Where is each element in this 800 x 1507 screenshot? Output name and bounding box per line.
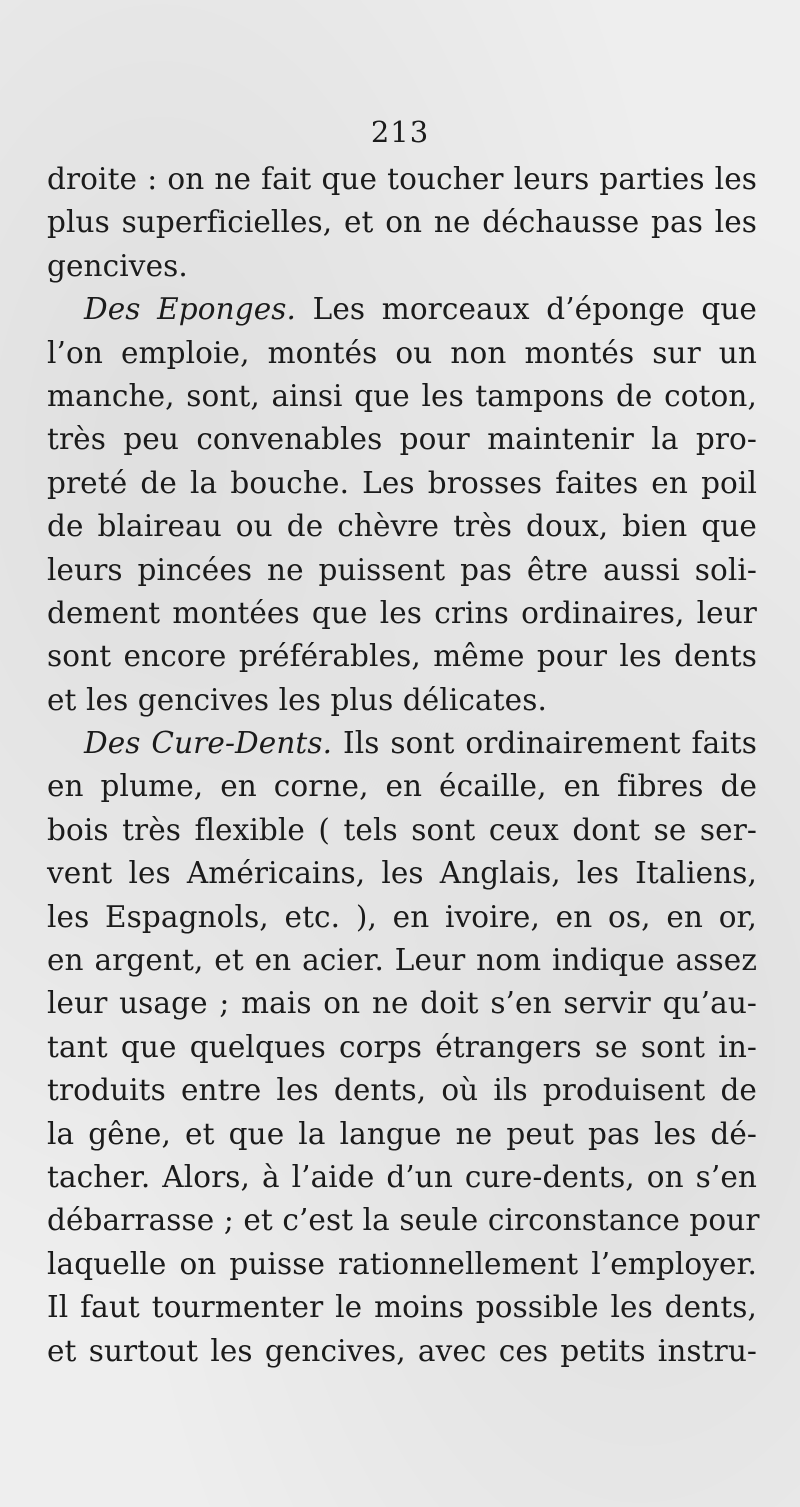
text-line: vent les Américains, les Anglais, les Italiens,	[47, 856, 757, 891]
text-line: dement montées que les crins ordinaires, leur	[47, 595, 757, 630]
text-line: troduits entre les dents, où ils produisent de	[47, 1073, 757, 1108]
text-line: en argent, et en acier. Leur nom indique assez	[47, 943, 757, 978]
body-text	[47, 158, 760, 1373]
text-line: laquelle on puisse rationnellement l’employer.	[47, 1246, 757, 1281]
text-line: très peu convenables pour maintenir la pro-	[47, 422, 757, 457]
text-line: en plume, en corne, en écaille, en fibres de	[47, 769, 757, 804]
text-line: débarrasse ; et c’est la seule circonstance pour	[47, 1203, 760, 1238]
text-fragment: Les morceaux d’éponge que	[296, 292, 757, 327]
section-heading-line-eponges	[47, 288, 757, 331]
text-line: leurs pincées ne puissent pas être aussi soli-	[47, 552, 757, 587]
text-line: bois très flexible ( tels sont ceux dont se ser-	[47, 812, 757, 847]
page-number: 213	[370, 115, 430, 149]
text-fragment: Ils sont ordinairement faits	[332, 726, 757, 761]
section-heading-cure-dents: Des Cure-Dents.	[84, 726, 333, 761]
text-line: la gêne, et que la langue ne peut pas les dé-	[47, 1116, 757, 1151]
text-line: et surtout les gencives, avec ces petits instru-	[47, 1333, 757, 1368]
text-line: et les gencives les plus délicates.	[47, 682, 547, 717]
text-line: preté de la bouche. Les brosses faites en poil	[47, 465, 757, 500]
text-line: de blaireau ou de chèvre très doux, bien que	[47, 509, 757, 544]
text-line: leur usage ; mais on ne doit s’en servir qu’au-	[47, 986, 757, 1021]
text-line: plus superficielles, et on ne déchausse pas les	[47, 205, 757, 240]
section-heading-eponges: Des Eponges.	[84, 292, 297, 327]
text-line: tant que quelques corps étrangers se sont in-	[47, 1029, 757, 1064]
section-heading-line-cure-dents	[47, 722, 757, 765]
text-line: manche, sont, ainsi que les tampons de coton,	[47, 378, 757, 413]
text-line: l’on emploie, montés ou non montés sur un	[47, 335, 757, 370]
text-line: gencives.	[47, 248, 188, 283]
text-line: les Espagnols, etc. ), en ivoire, en os, en or,	[47, 899, 757, 934]
text-line: Il faut tourmenter le moins possible les dents,	[47, 1290, 757, 1325]
text-line: tacher. Alors, à l’aide d’un cure-dents, on s’en	[47, 1159, 757, 1194]
text-line: sont encore préférables, même pour les dents	[47, 639, 757, 674]
text-line: droite : on ne fait que toucher leurs parties les	[47, 162, 757, 196]
